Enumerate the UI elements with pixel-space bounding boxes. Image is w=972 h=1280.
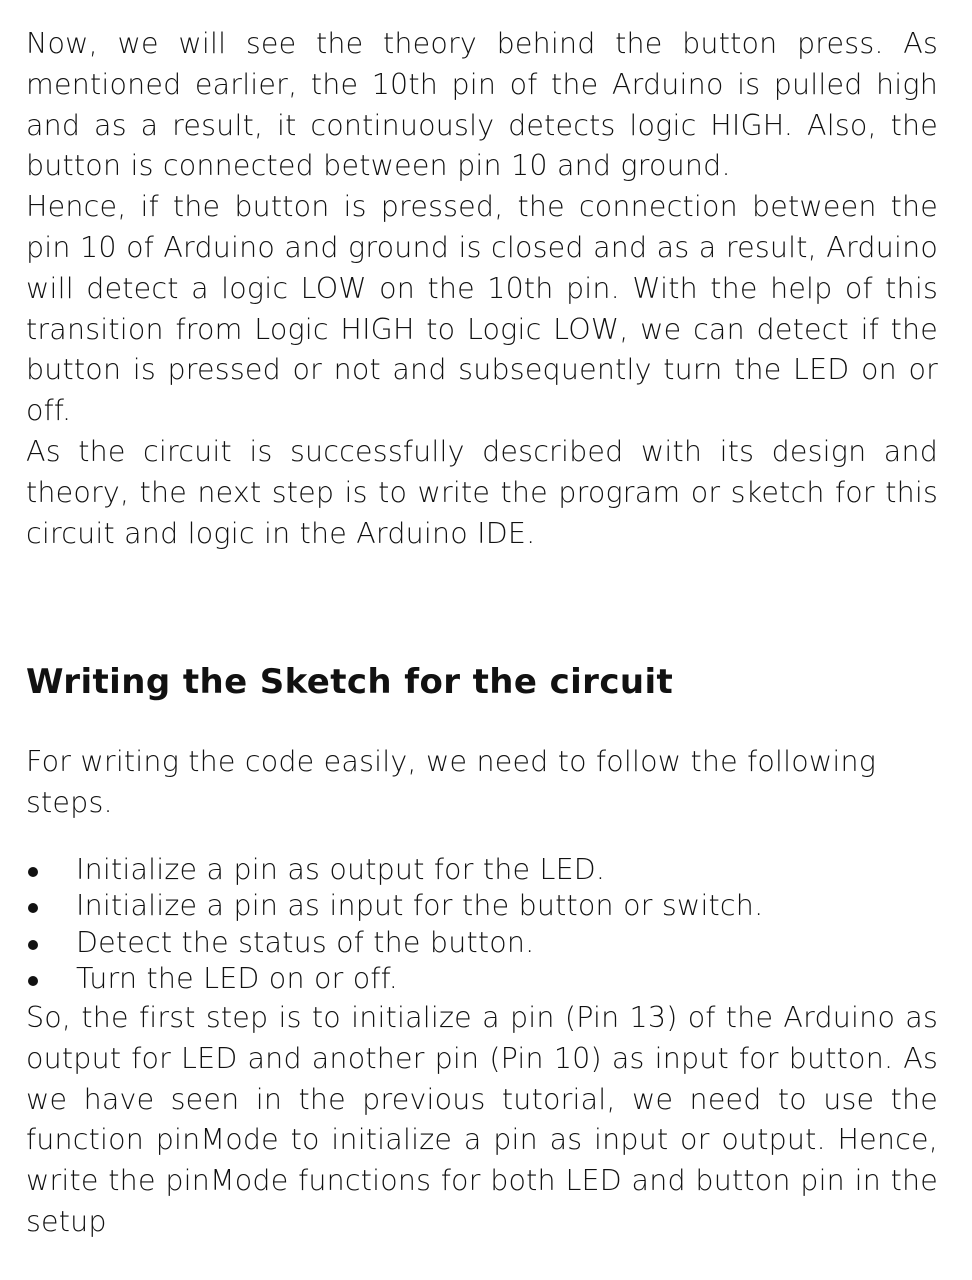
paragraph-button-theory: Now, we will see the theory behind the button press. As mentioned earlier, the 10th pin of the Arduino is pulled high and as a result, it continuously detects logic HIGH. Also, the button is connected between pin 10 and ground.	[26, 27, 938, 183]
list-item-text: Initialize a pin as input for the button or switch.	[76, 889, 764, 923]
section-heading: Writing the Sketch for the circuit	[26, 662, 674, 703]
document-page	[26, 24, 938, 1238]
paragraph-next-step: As the circuit is successfully described with its design and theory, the next step is to write the program or sketch for this circuit and logic in the Arduino IDE.	[26, 434, 938, 550]
list-item-text: Detect the status of the button.	[76, 925, 535, 959]
list-item-text: Turn the LED on or off.	[76, 962, 399, 996]
bullet-icon	[28, 940, 38, 950]
steps-list	[26, 852, 938, 998]
paragraph-button-press-logic: Hence, if the button is pressed, the connection between the pin 10 of Arduino and ground is closed and as a result, Arduino will detect a logic LOW on the 10th pin. With the help of this transition from Logic HIGH to Logic LOW, we can detect if the button is pressed or not and subsequently turn the LED on or off.	[26, 190, 938, 428]
list-item	[26, 925, 938, 962]
paragraph-pinmode-setup: So, the first step is to initialize a pin (Pin 13) of the Arduino as output for LED and another pin (Pin 10) as input for button. As we have seen in the previous tutorial, we need to use the function pinMode to initialize a pin as input or output. Hence, write the pinMode functions for both LED and button pin in the setup	[26, 1000, 938, 1238]
list-item-text: Initialize a pin as output for the LED.	[76, 852, 606, 886]
paragraph-steps-intro: For writing the code easily, we need to follow the following steps.	[26, 745, 877, 820]
list-item	[26, 852, 938, 889]
bullet-icon	[28, 867, 38, 877]
bullet-icon	[28, 976, 38, 986]
list-item	[26, 961, 938, 998]
bullet-icon	[28, 903, 38, 913]
list-item	[26, 888, 938, 925]
